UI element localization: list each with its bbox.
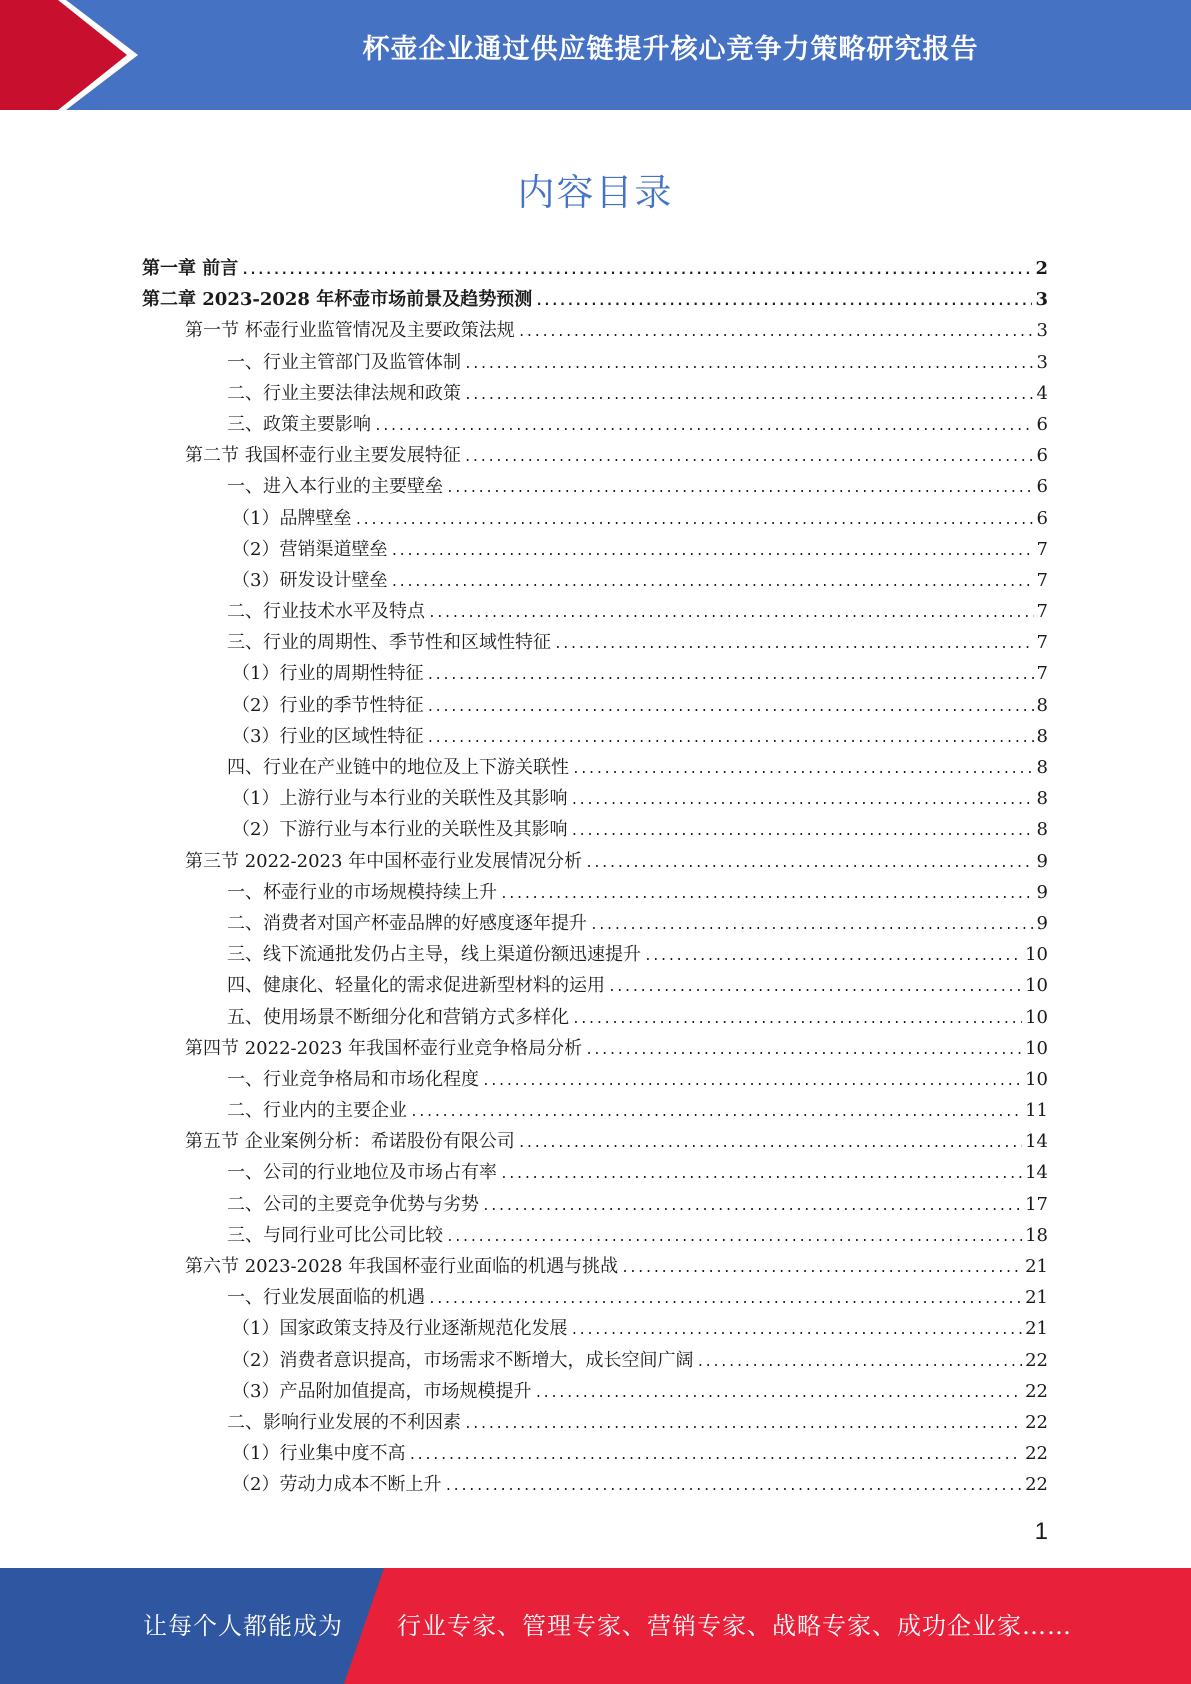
- toc-entry[interactable]: [142, 846, 1048, 877]
- toc-entry-page: 8: [1036, 788, 1048, 810]
- toc-entry-page: 6: [1036, 476, 1048, 498]
- toc-entry-label: （1）行业的周期性特征: [232, 663, 424, 685]
- toc-dot-leader: [426, 723, 1033, 754]
- toc-dot-leader: [621, 1253, 1022, 1284]
- toc-dot-leader: [426, 660, 1033, 691]
- toc-entry[interactable]: [142, 315, 1048, 346]
- toc-entry-label: 第一节 杯壶行业监管情况及主要政策法规: [185, 320, 515, 342]
- toc-entry[interactable]: [142, 970, 1048, 1001]
- toc-entry[interactable]: [142, 1251, 1048, 1282]
- toc-entry[interactable]: [142, 503, 1048, 534]
- toc-entry-label: （2）营销渠道壁垒: [232, 538, 388, 560]
- toc-entry-label: （2）消费者意识提高，市场需求不断增大，成长空间广阔: [232, 1349, 694, 1371]
- toc-entry-page: 9: [1036, 850, 1048, 872]
- toc-dot-leader: [464, 349, 1034, 380]
- toc-dot-leader: [390, 567, 1033, 598]
- toc-entry[interactable]: [142, 1002, 1048, 1033]
- toc-dot-leader: [644, 941, 1022, 972]
- toc-entry-label: （3）产品附加值提高，市场规模提升: [232, 1380, 532, 1402]
- toc-entry-label: 第二章 2023-2028 年杯壶市场前景及趋势预测: [142, 289, 533, 311]
- toc-entry-label: 二、消费者对国产杯壶品牌的好感度逐年提升: [227, 912, 587, 934]
- toc-entry-page: 22: [1025, 1349, 1048, 1371]
- toc-dot-leader: [374, 411, 1034, 442]
- toc-entry[interactable]: [142, 752, 1048, 783]
- toc-entry-page: 8: [1036, 725, 1048, 747]
- toc-entry[interactable]: [142, 1064, 1048, 1095]
- toc-entry-label: 二、行业主要法律法规和政策: [227, 382, 461, 404]
- toc-entry-label: 第六节 2023-2028 年我国杯壶行业面临的机遇与挑战: [185, 1256, 619, 1277]
- toc-entry[interactable]: [142, 284, 1048, 315]
- toc-entry-page: 10: [1025, 1006, 1048, 1028]
- toc-entry-page: 8: [1036, 694, 1048, 716]
- toc-entry-page: 6: [1036, 413, 1048, 435]
- toc-dot-leader: [570, 1315, 1022, 1346]
- toc-entry-label: （1）行业集中度不高: [232, 1443, 406, 1465]
- toc-entry-page: 11: [1025, 1100, 1048, 1122]
- toc-dot-leader: [572, 1004, 1022, 1035]
- toc-entry-label: （1）品牌壁垒: [232, 507, 352, 529]
- toc-dot-leader: [408, 1440, 1022, 1471]
- toc-dot-leader: [518, 317, 1034, 348]
- toc-entry-page: 14: [1025, 1131, 1048, 1153]
- toc-dot-leader: [482, 1066, 1022, 1097]
- toc-dot-leader: [570, 816, 1033, 847]
- toc-dot-leader: [444, 1471, 1022, 1502]
- toc-dot-leader: [572, 754, 1034, 785]
- footer-banner: [0, 1568, 1191, 1684]
- toc-entry-page: 7: [1036, 569, 1048, 591]
- footer-slogan-left: 让每个人都能成为: [143, 1612, 343, 1640]
- toc-dot-leader: [390, 536, 1033, 567]
- toc-entry[interactable]: [142, 908, 1048, 939]
- toc-entry-page: 7: [1036, 538, 1048, 560]
- toc-entry-label: 第二节 我国杯壶行业主要发展特征: [185, 445, 461, 467]
- footer-slogan-right: 行业专家、管理专家、营销专家、战略专家、成功企业家……: [397, 1612, 1072, 1640]
- toc-entry-page: 8: [1036, 757, 1048, 778]
- toc-entry[interactable]: [142, 409, 1048, 440]
- toc-entry-label: 二、公司的主要竞争优势与劣势: [227, 1193, 479, 1215]
- toc-dot-leader: [446, 1222, 1022, 1253]
- toc-dot-leader: [518, 1128, 1022, 1159]
- toc-entry-page: 9: [1036, 912, 1048, 934]
- toc-entry-label: 二、影响行业发展的不利因素: [227, 1411, 461, 1433]
- toc-entry[interactable]: [142, 1313, 1048, 1344]
- toc-entry-label: 一、进入本行业的主要壁垒: [227, 476, 443, 498]
- header-banner: [0, 0, 1191, 110]
- toc-entry-label: 一、行业竞争格局和市场化程度: [227, 1068, 479, 1090]
- toc-entry-page: 18: [1025, 1224, 1048, 1246]
- toc-entry-page: 17: [1025, 1193, 1048, 1215]
- toc-heading: 内容目录: [517, 171, 674, 214]
- toc-entry-page: 3: [1036, 320, 1048, 342]
- toc-entry[interactable]: [142, 1126, 1048, 1157]
- toc-entry-page: 21: [1025, 1287, 1048, 1309]
- toc-dot-leader: [410, 1097, 1022, 1128]
- toc-entry-page: 10: [1025, 944, 1048, 966]
- toc-entry-label: 三、与同行业可比公司比较: [227, 1224, 443, 1246]
- toc-entry-label: （2）下游行业与本行业的关联性及其影响: [232, 819, 568, 841]
- toc-entry-label: 二、行业技术水平及特点: [227, 601, 425, 623]
- toc-entry-label: 一、行业主管部门及监管体制: [227, 351, 461, 373]
- toc-entry-page: 6: [1036, 507, 1048, 529]
- toc-dot-leader: [696, 1347, 1022, 1378]
- toc-entry-page: 22: [1025, 1443, 1048, 1465]
- toc-entry[interactable]: [142, 1376, 1048, 1407]
- toc-entry-page: 10: [1025, 1037, 1048, 1059]
- page-number: 1: [1034, 1518, 1048, 1545]
- toc-entry-page: 4: [1036, 382, 1048, 404]
- toc-entry-page: 22: [1025, 1474, 1048, 1496]
- toc-entry-page: 7: [1036, 601, 1048, 623]
- toc-entry[interactable]: [142, 690, 1048, 721]
- toc-entry-page: 22: [1025, 1411, 1048, 1433]
- toc-entry-label: （2）劳动力成本不断上升: [232, 1474, 442, 1496]
- toc-dot-leader: [554, 629, 1034, 660]
- toc-dot-leader: [428, 1284, 1022, 1315]
- toc-dot-leader: [570, 785, 1033, 816]
- toc-entry-page: 7: [1036, 632, 1048, 654]
- toc-entry-page: 21: [1025, 1318, 1048, 1340]
- toc-entry-page: 22: [1025, 1380, 1048, 1402]
- toc-entry-page: 7: [1036, 663, 1048, 685]
- toc-entry[interactable]: [142, 783, 1048, 814]
- toc-entry-page: 10: [1025, 975, 1048, 997]
- toc-entry-page: 14: [1025, 1162, 1048, 1184]
- toc-entry-label: 第五节 企业案例分析：希诺股份有限公司: [185, 1131, 515, 1153]
- toc-entry[interactable]: [142, 471, 1048, 502]
- toc-entry-page: 21: [1025, 1256, 1048, 1277]
- toc-entry-page: 9: [1036, 881, 1048, 903]
- toc-dot-leader: [426, 692, 1033, 723]
- toc-entry[interactable]: [142, 253, 1048, 284]
- toc-dot-leader: [500, 1159, 1022, 1190]
- toc-entry-page: 10: [1025, 1068, 1048, 1090]
- toc-entry-page: 8: [1036, 819, 1048, 841]
- toc-entry[interactable]: [142, 1157, 1048, 1188]
- toc-entry[interactable]: [142, 1033, 1048, 1064]
- toc-entry[interactable]: [142, 627, 1048, 658]
- toc-dot-leader: [446, 473, 1034, 504]
- toc-entry[interactable]: [142, 1407, 1048, 1438]
- toc-entry-label: 第一章 前言: [142, 258, 239, 279]
- toc-entry-label: 第三节 2022-2023 年中国杯壶行业发展情况分析: [185, 850, 583, 872]
- toc-entry[interactable]: [142, 877, 1048, 908]
- toc-entry-page: 3: [1036, 351, 1048, 373]
- toc-entry-label: （1）国家政策支持及行业逐渐规范化发展: [232, 1318, 568, 1340]
- toc-entry[interactable]: [142, 1220, 1048, 1251]
- toc-entry[interactable]: [142, 565, 1048, 596]
- toc-entry-label: 第四节 2022-2023 年我国杯壶行业竞争格局分析: [185, 1037, 583, 1059]
- toc-entry-label: （2）行业的季节性特征: [232, 694, 424, 716]
- toc-entry[interactable]: [142, 1189, 1048, 1220]
- toc-dot-leader: [464, 442, 1034, 473]
- report-title: 杯壶企业通过供应链提升核心竞争力策略研究报告: [362, 34, 979, 65]
- toc-dot-leader: [534, 1378, 1022, 1409]
- toc-entry[interactable]: [142, 1095, 1048, 1126]
- toc-entry[interactable]: [142, 1438, 1048, 1469]
- toc-dot-leader: [241, 255, 1032, 286]
- toc-dot-leader: [354, 505, 1033, 536]
- toc-dot-leader: [464, 1409, 1022, 1440]
- toc-dot-leader: [608, 972, 1022, 1003]
- toc-dot-leader: [464, 380, 1034, 411]
- toc-entry[interactable]: [142, 721, 1048, 752]
- toc-entry[interactable]: [142, 378, 1048, 409]
- toc-dot-leader: [585, 848, 1033, 879]
- toc-entry[interactable]: [142, 939, 1048, 970]
- toc-dot-leader: [590, 910, 1034, 941]
- toc-entry-label: 三、行业的周期性、季节性和区域性特征: [227, 632, 551, 654]
- toc-dot-leader: [585, 1035, 1022, 1066]
- toc-entry[interactable]: [142, 658, 1048, 689]
- toc-entry[interactable]: [142, 440, 1048, 471]
- toc-entry-label: （3）研发设计壁垒: [232, 569, 388, 591]
- toc-entry[interactable]: [142, 534, 1048, 565]
- toc-dot-leader: [535, 286, 1032, 317]
- toc-entry-page: 3: [1035, 289, 1048, 311]
- toc-entry-label: 二、行业内的主要企业: [227, 1100, 407, 1122]
- toc-entry[interactable]: [142, 1282, 1048, 1313]
- toc-entry-label: （3）行业的区域性特征: [232, 725, 424, 747]
- toc-dot-leader: [482, 1191, 1022, 1222]
- toc-entry[interactable]: [142, 1469, 1048, 1500]
- toc-entry-label: 五、使用场景不断细分化和营销方式多样化: [227, 1006, 569, 1028]
- toc-dot-leader: [428, 598, 1034, 629]
- toc-entry-page: 2: [1035, 258, 1048, 279]
- table-of-contents: [142, 253, 1048, 1501]
- toc-entry[interactable]: [142, 1345, 1048, 1376]
- toc-entry-label: 一、公司的行业地位及市场占有率: [227, 1162, 497, 1184]
- toc-entry-label: 三、线下流通批发仍占主导，线上渠道份额迅速提升: [227, 944, 641, 966]
- toc-entry-label: 四、健康化、轻量化的需求促进新型材料的运用: [227, 975, 605, 997]
- toc-entry[interactable]: [142, 814, 1048, 845]
- toc-entry-label: 一、行业发展面临的机遇: [227, 1287, 425, 1309]
- toc-entry[interactable]: [142, 596, 1048, 627]
- toc-entry-label: （1）上游行业与本行业的关联性及其影响: [232, 788, 568, 810]
- toc-dot-leader: [500, 879, 1034, 910]
- toc-entry-label: 三、政策主要影响: [227, 413, 371, 435]
- toc-entry-label: 一、杯壶行业的市场规模持续上升: [227, 881, 497, 903]
- toc-entry[interactable]: [142, 347, 1048, 378]
- toc-entry-label: 四、行业在产业链中的地位及上下游关联性: [227, 757, 569, 778]
- toc-entry-page: 6: [1036, 445, 1048, 467]
